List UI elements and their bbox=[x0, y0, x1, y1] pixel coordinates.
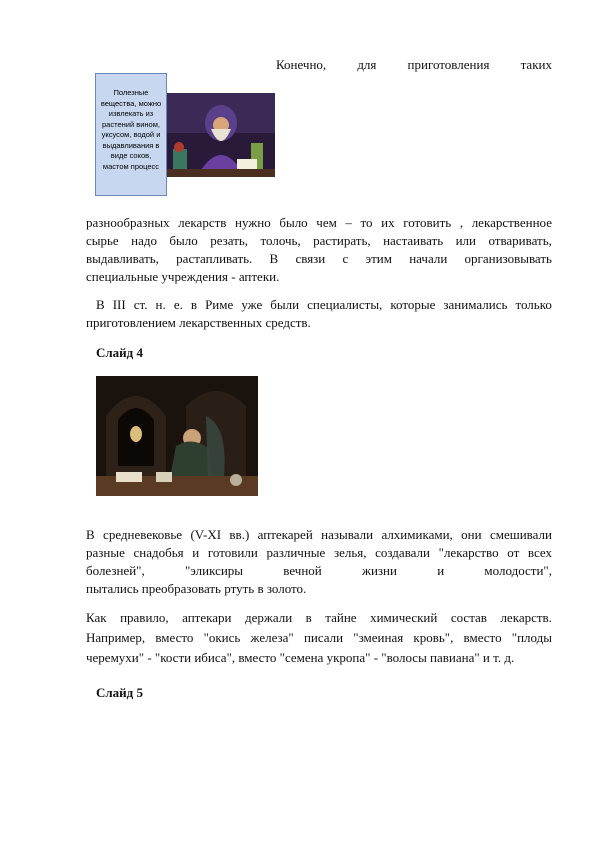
word: резать, bbox=[210, 233, 249, 248]
slide-5-heading: Слайд 5 bbox=[96, 685, 143, 700]
word: приготовления bbox=[407, 57, 490, 72]
word: и bbox=[437, 563, 445, 578]
word: отваривать, bbox=[488, 233, 552, 248]
paragraph-4-line-2 bbox=[86, 629, 552, 647]
word: от bbox=[507, 545, 520, 560]
word: кровь", bbox=[413, 630, 454, 645]
word: В bbox=[96, 297, 105, 312]
paragraph-3-line-3 bbox=[86, 562, 552, 580]
word: лекарств bbox=[178, 215, 227, 230]
word: "эликсиры bbox=[184, 563, 244, 578]
paragraph-1-line-4: специальные учреждения - аптеки. bbox=[86, 269, 280, 284]
word: настаивать bbox=[383, 233, 444, 248]
word: , bbox=[459, 215, 464, 230]
paragraph-1-line-2 bbox=[86, 232, 552, 250]
word: с bbox=[342, 251, 349, 266]
slide-caption-text: Полезные вещества, можно извлекать из растений вином, уксусом, водой и выдавливания в виде соков, мастом процесс bbox=[100, 88, 162, 171]
word: аптекари bbox=[182, 610, 232, 625]
word: создавали bbox=[375, 545, 430, 560]
word: Риме bbox=[205, 297, 234, 312]
word: ст. bbox=[133, 297, 148, 312]
word: разнообразных bbox=[86, 215, 170, 230]
word: состав bbox=[450, 610, 487, 625]
word: начали bbox=[409, 251, 448, 266]
word: занимались bbox=[443, 297, 508, 312]
word: вв.) bbox=[229, 527, 250, 542]
word: Как bbox=[86, 610, 107, 625]
word: аптекарей bbox=[257, 527, 313, 542]
word: писали bbox=[303, 630, 344, 645]
word: чем bbox=[316, 215, 337, 230]
word: было bbox=[279, 215, 308, 230]
word: н. bbox=[155, 297, 166, 312]
paragraph-4-line-1 bbox=[86, 609, 552, 627]
word: "окись bbox=[203, 630, 241, 645]
word: В bbox=[86, 527, 95, 542]
word: – bbox=[345, 215, 352, 230]
word: молодости", bbox=[484, 563, 552, 578]
word: связи bbox=[295, 251, 326, 266]
word: то bbox=[360, 215, 373, 230]
word: или bbox=[455, 233, 476, 248]
paragraph-4-line-3: черемухи" - "кости ибиса", вместо "семена укропа" - "волосы павиана" и т. д. bbox=[86, 650, 515, 665]
word: лекарственное bbox=[471, 215, 552, 230]
word: В bbox=[269, 251, 279, 266]
word: III bbox=[112, 297, 126, 312]
word: "лекарство bbox=[438, 545, 499, 560]
word: которые bbox=[390, 297, 436, 312]
word: алхимиками, bbox=[381, 527, 453, 542]
wizard-image bbox=[167, 93, 275, 177]
word: растапливать. bbox=[176, 251, 253, 266]
word: их bbox=[381, 215, 395, 230]
word: снадобья bbox=[133, 545, 184, 560]
word: всех bbox=[527, 545, 552, 560]
word: химический bbox=[370, 610, 438, 625]
word: называли bbox=[321, 527, 374, 542]
word: толочь, bbox=[260, 233, 301, 248]
word: е. bbox=[173, 297, 183, 312]
word: готовить bbox=[403, 215, 452, 230]
word: для bbox=[357, 57, 377, 72]
word: этим bbox=[365, 251, 392, 266]
word: организовывать bbox=[464, 251, 552, 266]
paragraph-2-line-2: приготовлением лекарственных средств. bbox=[86, 315, 311, 330]
word: готовили bbox=[207, 545, 258, 560]
word: "змеиная bbox=[353, 630, 404, 645]
word: железа" bbox=[250, 630, 294, 645]
word: вечной bbox=[283, 563, 322, 578]
paragraph-2-line-1 bbox=[96, 296, 552, 314]
word: различные bbox=[266, 545, 326, 560]
word: специалисты, bbox=[307, 297, 383, 312]
word: Например, bbox=[86, 630, 146, 645]
paragraph-1-line-1 bbox=[86, 214, 552, 232]
word: уже bbox=[241, 297, 263, 312]
word: надо bbox=[131, 233, 157, 248]
word: сырье bbox=[86, 233, 119, 248]
word: было bbox=[169, 233, 198, 248]
word: таких bbox=[520, 57, 552, 72]
alchemist-image bbox=[96, 376, 258, 496]
word: жизни bbox=[361, 563, 397, 578]
word: вместо bbox=[155, 630, 194, 645]
word: только bbox=[515, 297, 552, 312]
word: выдавливать, bbox=[86, 251, 159, 266]
word: держали bbox=[244, 610, 293, 625]
word: (V-XI bbox=[190, 527, 222, 542]
paragraph-3-line-4: пытались преобразовать ртуть в золото. bbox=[86, 581, 307, 596]
word: и bbox=[192, 545, 200, 560]
word: в bbox=[305, 610, 312, 625]
paragraph-3-line-1 bbox=[86, 526, 552, 544]
word: в bbox=[190, 297, 198, 312]
text-line-top bbox=[276, 56, 552, 74]
word: растирать, bbox=[313, 233, 371, 248]
word: правило, bbox=[120, 610, 169, 625]
word: тайне bbox=[325, 610, 357, 625]
word: болезней", bbox=[86, 563, 145, 578]
slide-4-heading: Слайд 4 bbox=[96, 345, 143, 360]
word: вместо bbox=[463, 630, 502, 645]
word: Конечно, bbox=[276, 57, 327, 72]
word: нужно bbox=[235, 215, 271, 230]
paragraph-3-line-2 bbox=[86, 544, 552, 562]
word: средневековье bbox=[103, 527, 183, 542]
word: разные bbox=[86, 545, 125, 560]
word: были bbox=[270, 297, 300, 312]
paragraph-1-line-3 bbox=[86, 250, 552, 268]
word: лекарств. bbox=[500, 610, 552, 625]
word: они bbox=[461, 527, 482, 542]
slide-caption-box bbox=[95, 73, 167, 196]
word: "плоды bbox=[511, 630, 552, 645]
word: смешивали bbox=[489, 527, 552, 542]
word: зелья, bbox=[333, 545, 367, 560]
